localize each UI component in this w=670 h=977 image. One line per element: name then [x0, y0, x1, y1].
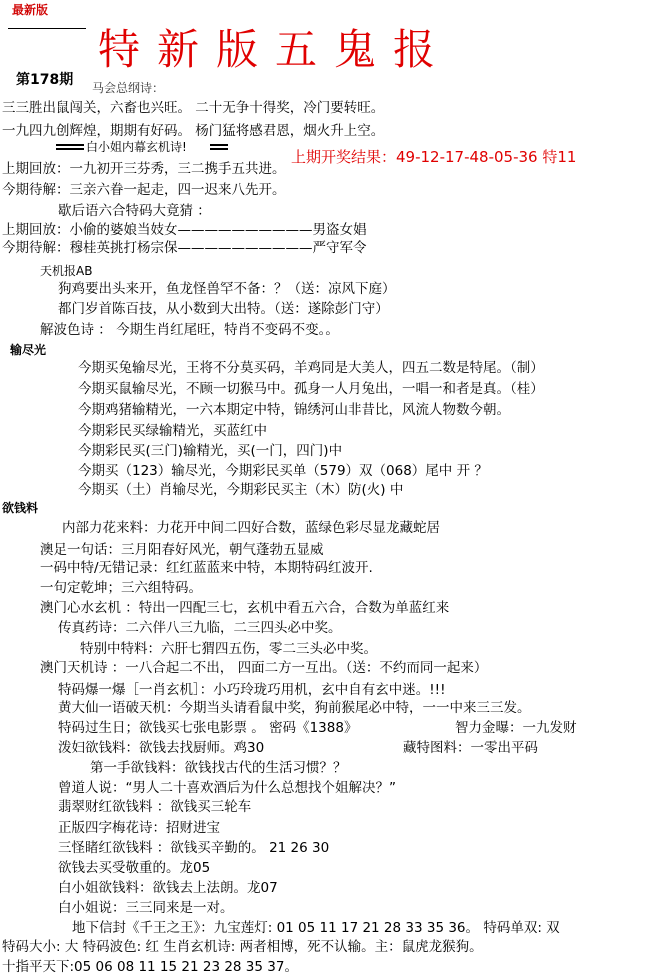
issue-number: 第178期: [16, 72, 74, 88]
yuqian-line: 十指平天下:05 06 08 11 15 21 23 28 35 37。: [2, 959, 298, 975]
yuqian-line: 正版四字梅花诗：招财进宝: [58, 820, 220, 836]
yuqian-line: 黄大仙一语破天机：今期当头请看鼠中奖，狗前猴尾必中特，一一中来三三发。: [58, 700, 531, 716]
shujinguang-line: 今期彩民买(三门)输精光，买(一门，四门)中: [78, 443, 343, 459]
tianji-line: 狗鸡要出头来开，鱼龙怪兽罕不备：？（送：凉风下庭）: [58, 281, 396, 297]
xiehouyu-last: 上期回放：小偷的婆娘当妓女——————————男盗女娼: [2, 222, 367, 238]
yuqian-line: 澳足一句话：三月阳春好风光，朝气蓬勃五显威: [40, 542, 324, 558]
tianji-line: 都门岁首陈百技，从小数到大出特。（送：遂除彭门守）: [58, 301, 389, 317]
xiehouyu-heading: 歇后语六合特码大竟猜 ：: [58, 203, 211, 219]
last-draw-result: 上期开奖结果：49-12-17-48-05-36 特11: [291, 148, 577, 166]
yuqian-line: 白小姐说：三三同来是一对。: [58, 900, 234, 916]
yuqian-line: 一句定乾坤；三六组特码。: [40, 580, 202, 596]
shujinguang-line: 今期彩民买绿输精光，买蓝红中: [78, 423, 267, 439]
yuqian-line: 澳门心水玄机 ：特出一四配三七，玄机中看五六合，合数为单蓝红来: [40, 600, 450, 616]
yuqian-line: 一码中特/无错记录：红红蓝蓝来中特，本期特码红波开.: [40, 560, 373, 576]
page-title: 特新版五鬼报: [98, 25, 453, 74]
yuqian-line: 特码爆一爆［一肖玄机］：小巧玲珑巧用机，玄中自有玄中迷。!!!: [58, 682, 446, 698]
yuqian-line: 欲钱去买受敬重的。龙05: [58, 860, 211, 876]
yuqian-line: 翡翠财红欲钱料 ：欲钱买三轮车: [58, 799, 252, 815]
shujinguang-line: 今期鸡猪输精光，一六本期定中特，锦绣河山非昔比，风流人物数今朝。: [78, 402, 510, 418]
yuqian-line: 特码过生日；欲钱买七张电影票 。 密码《1388》: [58, 720, 358, 736]
double-rule-right: [210, 144, 228, 150]
shujinguang-line: 今期买（123）输尽光，今期彩民买单（579）双（068）尾中 开 ？: [78, 463, 488, 479]
edition-underline: [8, 28, 86, 29]
yuqian-line: 泼妇欲钱料：欲钱去找厨师。鸡30: [58, 740, 265, 756]
xuanji-last: 上期回放：一九初开三芬秀，三二携手五共进。: [2, 161, 286, 177]
tianji-line: 解波色诗 ： 今期生肖红尾旺，特肖不变码不变。。: [40, 322, 339, 338]
yuqian-line: 内部力花来料：力花开中间二四好合数，蓝绿色彩尽显龙藏蛇居: [62, 520, 440, 536]
yuqian-line: 特别中特料：六肝七猬四五伤，零二三头必中奖。: [80, 641, 377, 657]
shujinguang-line: 今期买兔输尽光，王将不分莫买码，羊鸡同是大美人，四五二数是特尾。（制）: [78, 360, 544, 376]
yuqian-line: 白小姐欲钱料：欲钱去上法朗。龙07: [58, 880, 278, 896]
yuqian-heading: 欲钱料: [2, 501, 39, 515]
yuqian-line: 智力金曝：一九发财: [455, 720, 577, 736]
yuqian-line: 藏特图料：一零出平码: [403, 740, 538, 756]
yuqian-line: 特码大小: 大 特码波色: 红 生肖玄机诗: 两者相博，死不认输。主：鼠虎龙猴狗。: [2, 939, 483, 955]
shujinguang-line: 今期买（土）肖输尽光，今期彩民买主（木）防(火) 中: [78, 482, 404, 498]
edition-label: 最新版: [12, 3, 49, 17]
poem-heading: 马会总纲诗：: [92, 81, 165, 95]
shujinguang-heading: 输尽光: [10, 343, 47, 357]
poem-line: 三三胜出鼠闯关，六畜也兴旺。 二十无争十得奖，冷门要转旺。: [2, 100, 385, 116]
xiehouyu-now: 今期待解：穆桂英挑打杨宗保——————————严守军令: [2, 240, 367, 256]
poem-line: 一九四九创辉煌，期期有好码。 杨门猛将感君恩，烟火升上空。: [2, 123, 385, 139]
yuqian-line: 传真药诗：二六伴八三九临，二三四头必中奖。: [58, 620, 342, 636]
yuqian-line: 第一手欲钱料：欲钱找古代的生活习惯？？: [90, 760, 347, 776]
yuqian-line: 三怪睹红欲钱料 ：欲钱买辛勤的。 21 26 30: [58, 840, 330, 856]
shujinguang-line: 今期买鼠输尽光，不顾一切猴马中。孤身一人月兔出，一唱一和者是真。（桂）: [78, 381, 544, 397]
xuanji-now: 今期待解：三亲六眷一起走，四一迟来八先开。: [2, 182, 286, 198]
yuqian-line: 地下信封《千王之王》：九宝莲灯: 01 05 11 17 21 28 33 35 36。 特码单双: 双: [72, 920, 560, 936]
double-rule-left: [56, 144, 84, 150]
tianji-heading: 天机报AB: [40, 264, 93, 278]
yuqian-line: 澳门天机诗 ：一八合起二不出， 四面二方一互出。（送：不约而同一起来）: [40, 660, 488, 676]
xuanji-heading: 白小姐内幕玄机诗!: [86, 140, 187, 154]
yuqian-line: 曾道人说：“男人二十喜欢酒后为什么总想找个姐解决？”: [58, 780, 396, 796]
